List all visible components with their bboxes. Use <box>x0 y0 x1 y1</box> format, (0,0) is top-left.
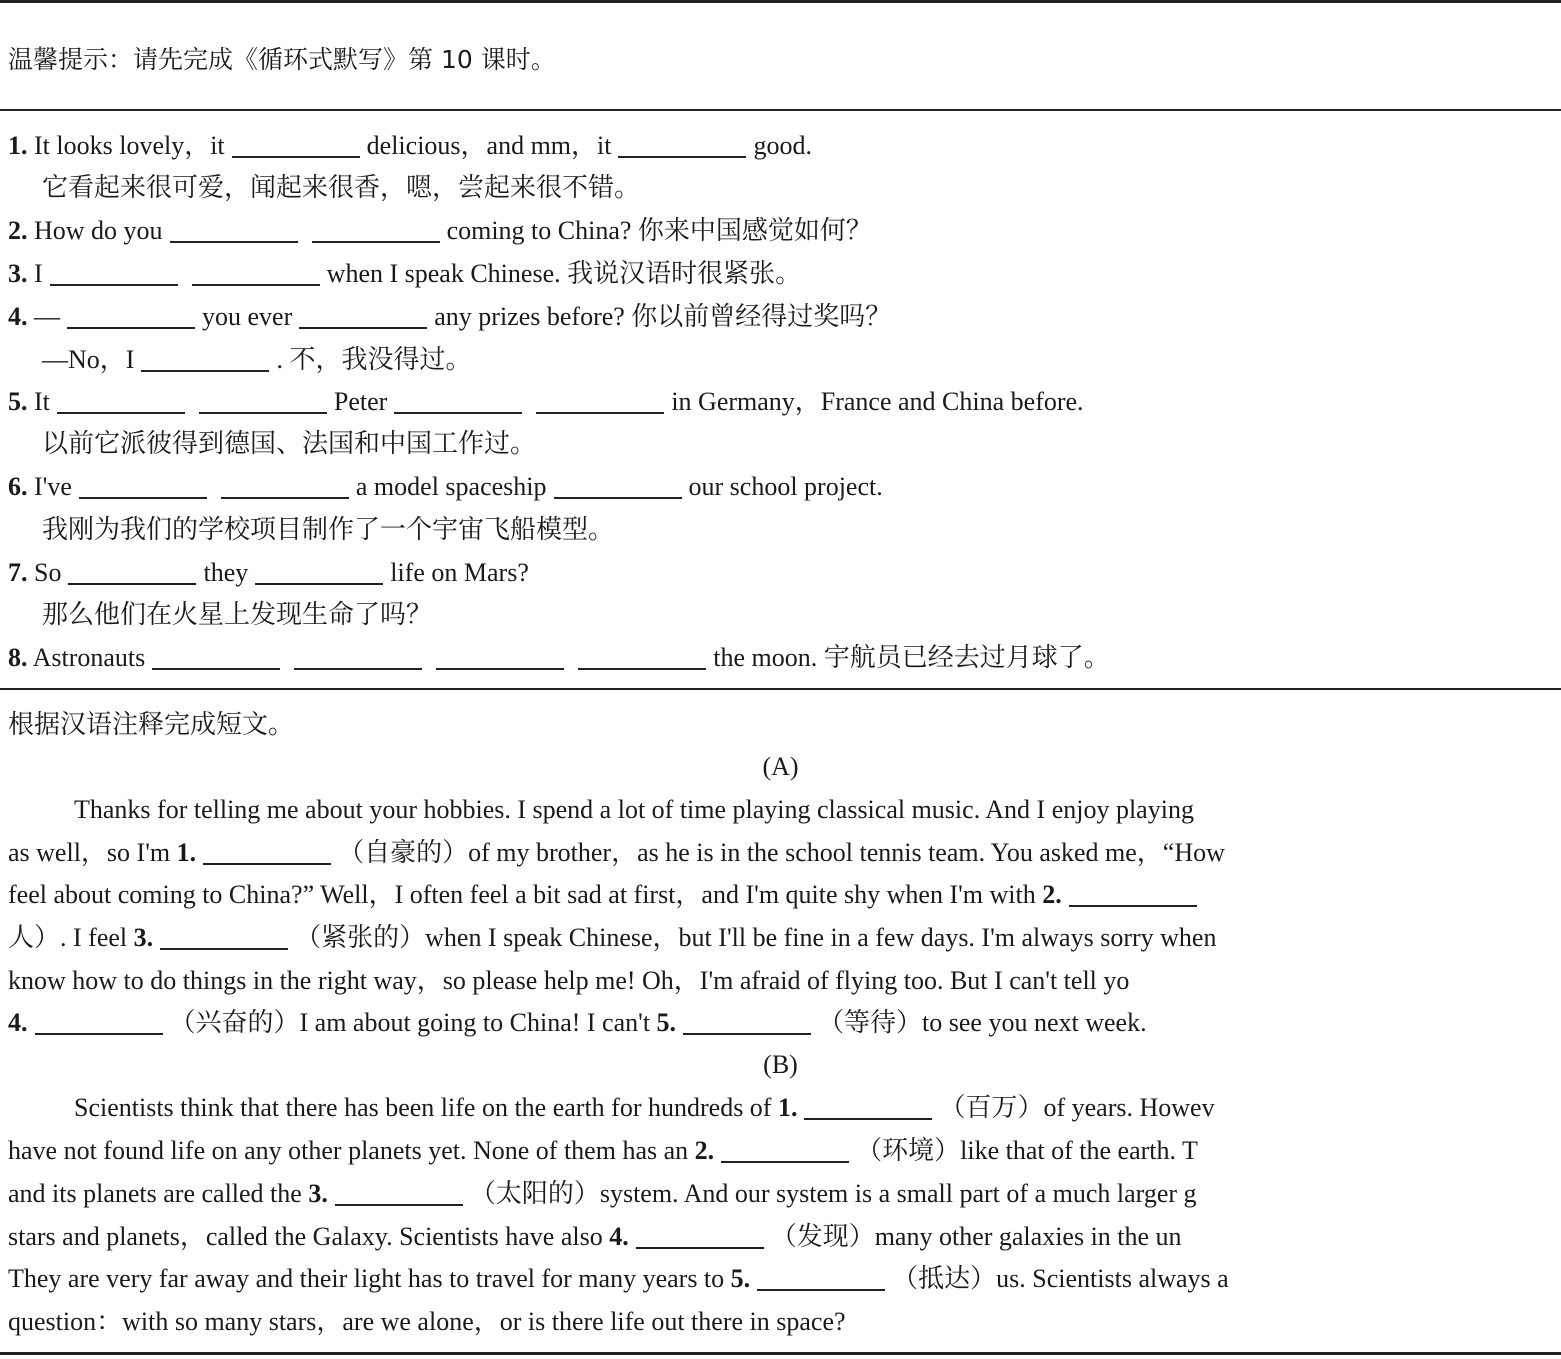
question-number: 3. <box>8 259 28 288</box>
answer-blank[interactable] <box>203 839 331 865</box>
question-2: 2. How do you coming to China? 你来中国感觉如何？ <box>8 216 872 245</box>
answer-blank[interactable] <box>299 303 427 329</box>
question-number: 6. <box>8 472 28 501</box>
passage-b-line-3: and its planets are called the 3. （太阳的）system. And our system is a small part of a much larger g <box>8 1179 1197 1208</box>
answer-blank[interactable] <box>35 1009 163 1035</box>
passage-a-line-6: 4. （兴奋的）I am about going to China! I can't 5. （等待）to see you next week. <box>8 1008 1147 1037</box>
question-6-translation: 我刚为我们的学校项目制作了一个宇宙飞船模型。 <box>42 515 615 544</box>
passage-b-line-5: They are very far away and their light has to travel for many years to 5. （抵达）us. Scientists always a <box>8 1264 1229 1293</box>
question-5: 5. It Peter in Germany，France and China before. <box>8 387 1084 416</box>
question-number: 8. <box>8 643 28 672</box>
question-4: 4. — you ever any prizes before? 你以前曾经得过奖吗？ <box>8 302 892 331</box>
answer-blank[interactable] <box>160 924 288 950</box>
answer-blank[interactable] <box>394 388 522 414</box>
answer-blank[interactable] <box>618 132 746 158</box>
passage-a-line-4: 人）. I feel 3. （紧张的）when I speak Chinese，but I'll be fine in a few days. I'm always sorry when <box>8 923 1217 952</box>
passage-a-line-1: Thanks for telling me about your hobbies. I spend a lot of time playing classical music. And I enjoy playing <box>74 795 1194 824</box>
top-border <box>0 0 1561 3</box>
answer-blank[interactable] <box>683 1009 811 1035</box>
passage-b-line-2: have not found life on any other planets yet. None of them has an 2. （环境）like that of the earth. T <box>8 1136 1198 1165</box>
question-8: 8. Astronauts the moon. 宇航员已经去过月球了。 <box>8 643 1110 672</box>
passage-b-line-1: Scientists think that there has been life on the earth for hundreds of 1. （百万）of years. Howev <box>74 1093 1215 1122</box>
question-number: 4. <box>8 302 28 331</box>
question-number: 1. <box>8 131 28 160</box>
answer-blank[interactable] <box>221 473 349 499</box>
answer-blank[interactable] <box>255 559 383 585</box>
question-7: 7. So they life on Mars? <box>8 558 529 587</box>
answer-blank[interactable] <box>152 644 280 670</box>
answer-blank[interactable] <box>804 1094 932 1120</box>
passage-b-line-6: question：with so many stars，are we alone，or is there life out there in space? <box>8 1307 846 1336</box>
section-divider-2 <box>0 688 1561 690</box>
passage-b-line-4: stars and planets，called the Galaxy. Scientists have also 4. （发现）many other galaxies in the un <box>8 1222 1182 1251</box>
answer-blank[interactable] <box>1069 881 1197 907</box>
answer-blank[interactable] <box>436 644 564 670</box>
answer-blank[interactable] <box>335 1180 463 1206</box>
question-3: 3. I when I speak Chinese. 我说汉语时很紧张。 <box>8 259 802 288</box>
answer-blank[interactable] <box>294 644 422 670</box>
answer-blank[interactable] <box>50 260 178 286</box>
question-7-translation: 那么他们在火星上发现生命了吗？ <box>42 600 433 629</box>
passage-a-line-2: as well，so I'm 1. （自豪的）of my brother，as he is in the school tennis team. You asked me，“How <box>8 838 1225 867</box>
question-1-translation: 它看起来很可爱，闻起来很香，嗯，尝起来很不错。 <box>42 173 641 202</box>
answer-blank[interactable] <box>199 388 327 414</box>
answer-blank[interactable] <box>636 1223 764 1249</box>
answer-blank[interactable] <box>721 1137 849 1163</box>
question-4-reply: —No，I . 不，我没得过。 <box>42 345 472 374</box>
question-number: 2. <box>8 216 28 245</box>
answer-blank[interactable] <box>757 1265 885 1291</box>
question-6: 6. I've a model spaceship our school project. <box>8 472 883 501</box>
answer-blank[interactable] <box>554 473 682 499</box>
bottom-border <box>0 1352 1561 1355</box>
passage-a-label: (A) <box>762 752 799 781</box>
passage-b-label: (B) <box>763 1050 798 1079</box>
question-number: 5. <box>8 387 28 416</box>
answer-blank[interactable] <box>312 217 440 243</box>
answer-blank[interactable] <box>192 260 320 286</box>
tip-text: 温馨提示：请先完成《循环式默写》第 10 课时。 <box>8 45 556 74</box>
answer-blank[interactable] <box>578 644 706 670</box>
passage-a-line-3: feel about coming to China?” Well，I often feel a bit sad at first，and I'm quite shy when I'm with 2. <box>8 875 1204 915</box>
answer-blank[interactable] <box>536 388 664 414</box>
question-1: 1. It looks lovely，it delicious，and mm，it good. <box>8 131 812 160</box>
answer-blank[interactable] <box>170 217 298 243</box>
answer-blank[interactable] <box>232 132 360 158</box>
part2-heading: 根据汉语注释完成短文。 <box>8 710 295 739</box>
answer-blank[interactable] <box>57 388 185 414</box>
answer-blank[interactable] <box>68 559 196 585</box>
answer-blank[interactable] <box>79 473 207 499</box>
answer-blank[interactable] <box>67 303 195 329</box>
answer-blank[interactable] <box>141 346 269 372</box>
question-5-translation: 以前它派彼得到德国、法国和中国工作过。 <box>42 429 537 458</box>
question-number: 7. <box>8 558 28 587</box>
passage-a-line-5: know how to do things in the right way，so please help me! Oh，I'm afraid of flying too. But I can't tell yo <box>8 966 1130 995</box>
section-divider-1 <box>0 109 1561 111</box>
